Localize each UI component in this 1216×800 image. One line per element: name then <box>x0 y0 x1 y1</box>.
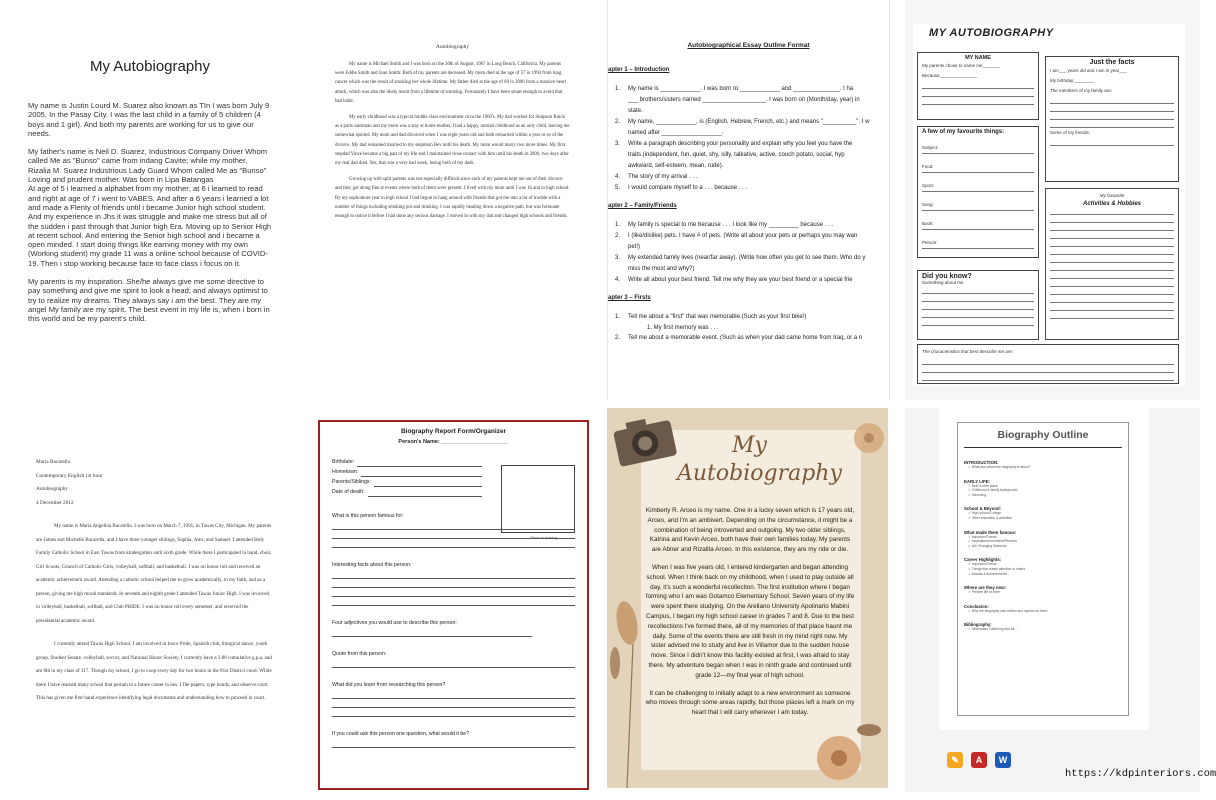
outline-heading: Where are they now: <box>964 585 1007 591</box>
assignment: Autobiography <box>36 486 69 492</box>
item-text: ___ brothers/sisters named ___________________. I was born on (Month/day, year) in <box>628 97 860 103</box>
outline-heading: Career Highlights: <box>964 557 1002 563</box>
subitem-text: Information Gathering and all.... <box>971 627 1018 632</box>
outline-item <box>615 264 889 274</box>
item-text: awkward, self-esteem, mean, rude). <box>628 163 724 169</box>
watermark: https://kdpinteriors.com <box>1065 768 1216 780</box>
item-text: My extended family lives (near/far away). (Write how often you get to see them. Who do y <box>628 255 866 261</box>
item-text: I would compare myself to a . . . because . . . <box>628 185 748 191</box>
box-title: The characteristics that best describe me are: <box>922 349 1014 354</box>
favourite-line: Sport: <box>922 181 1034 192</box>
check-icon: ✓ <box>968 483 972 488</box>
subitem-text: Schooling <box>971 492 987 497</box>
check-icon: ✓ <box>968 492 972 497</box>
box-title: Activities & Hobbies <box>1082 201 1141 207</box>
outline-subitem <box>964 572 1122 577</box>
outline-item <box>615 150 889 160</box>
paragraph: My father's name is Neil D. Suarez, Industrious Company Driver Whom called Me as "Bunso" came from indang Cavite; while my mother, Rizalia M. Suarez Industrious Lady Guard Whom called Me as "Bunso" Loving and prudent mother. Was born in Lipa Batangas At age of 5 i learned a alphabet from my mother; at 6 i learned to read and right at age of 7 i went to VABES. And after a 6 years i learned a lot and made a Flenty of friends until i became Junior high school student. And my experience in Jhs it was struggle and make me stress but all of the sudden i past through that Junior high Era. Moving up to Senior High at recent school. And entering the Senior high school and i became a open minded. I start doing things like earning money with my own (Working student) my grade 11 was a online school because of COVID-19. Then i stop working because face to face class i focus on it. <box>28 147 272 268</box>
outline-item <box>615 275 889 285</box>
outline-item <box>615 84 889 94</box>
box-line: The members of my family are: <box>1050 88 1113 93</box>
answer-line[interactable] <box>332 739 575 748</box>
paragraph: My name is Justin Lourd M. Suarez also known as TIn I was born July 9 2005, In the Pasay City. I was the last child in a family of 5 children (4 boys and 1 girl). And both my parents are working for us to give our needs. <box>28 101 270 138</box>
worksheet <box>913 24 1185 386</box>
question-label: Quote from this person: <box>332 651 387 657</box>
box-line: Because_______________ <box>922 73 978 78</box>
check-icon: ✓ <box>968 571 972 576</box>
box-title: My favourite <box>1099 193 1125 198</box>
outline-item <box>615 312 889 322</box>
check-icon: ✓ <box>968 562 972 567</box>
item-number: 2. <box>615 233 621 239</box>
item-text: miss the most and why?) <box>628 266 695 272</box>
course: Contemporary English 1st hour <box>36 472 103 479</box>
paragraph: I currently attend Tawas High School. I am involved in Iosco Pride, Spanish club, liturgical dance, youth group, Student Senate, volleyball, soccer, and National Honor Society. I currently have a 3.88 cumulative g.p.a. and am 8th in my class of 117. Though my school, I go to coop every day for two hours in the 81st District court. While there I have learned many school that pertain to a future career in law. I file papers, type bonds, and observe court. This has given me first-hand experience identifying legal documents and understanding how to proceed in court. <box>36 641 272 701</box>
outline-heading: What made them famous: <box>964 529 1017 535</box>
outline-item <box>615 95 889 105</box>
outline-subitem <box>964 493 1122 498</box>
paragraph: Growing up with split parents was not especially difficult since each of my parents kept me out of their divorce and they got along fine at events where both of them were present. I lived with my mom until I was 16 and in high school. By my sophomore year in high school I had begun to hang around with friends that got me into a lot of trouble with a number of things including smoking pot and drinking. I was rapidly heading down a negative path, but was fortunate enough to notice it before I had done any serious damage. I moved in with my dad and changed high schools and friends. <box>335 177 570 220</box>
chapter-heading: apter 2 – Family/Friends <box>608 203 677 209</box>
paragraph: My parents is my inspiration. She/he always give me some directive to pay something and give me spirit to look a head; and always optimist to try to realize my dreams. They always say i am the best. They are my angel My family are my spirit. The best event in my life is, when i born in this world and be my parent's child. <box>28 277 270 324</box>
item-text: Tell me about a memorable event. (Such as when your dad came home from Iraq, or a n <box>628 335 863 341</box>
outline-subitem <box>964 590 1122 595</box>
box-line: My birthday:________ <box>1050 78 1095 83</box>
question-label: Four adjectives you would use to describe this person: <box>332 620 457 626</box>
outline-item <box>615 139 889 149</box>
chapter-2-list <box>608 220 889 285</box>
answer-line[interactable] <box>332 570 575 579</box>
check-icon: ✓ <box>968 566 972 571</box>
autobiography-maria-thumbnail[interactable] <box>0 408 300 800</box>
outline-heading: School & Beyond: <box>964 506 1002 512</box>
body-text <box>645 506 855 726</box>
check-icon: ✓ <box>968 488 972 493</box>
facts-box <box>1045 56 1179 182</box>
item-text: Tell me about a "first" that was memorable.(Such as your first bike!) <box>628 314 807 320</box>
word-icon[interactable]: W <box>995 752 1011 768</box>
sub-item: 1. My first memory was . . . <box>647 325 719 331</box>
item-text: Write a paragraph describing your personality and explain why you feel you have the <box>628 141 853 147</box>
title-line: My <box>732 433 767 458</box>
tile-title: Biography Outline <box>997 429 1089 441</box>
subitem-text: High school/College <box>971 511 1002 516</box>
item-text: Write all about your best friend. Tell me why they are your best friend or a special frie <box>628 277 853 283</box>
outline-item <box>615 106 889 116</box>
favourites-box <box>917 126 1039 258</box>
box-line: My parents chose to name me_______ <box>922 63 1001 68</box>
outline-heading: INTRODUCTION: <box>964 460 999 465</box>
tile-title: My Autobiography <box>89 58 211 75</box>
pdf-icon[interactable]: A <box>971 752 987 768</box>
outline-item <box>615 161 889 171</box>
outline-subitem <box>964 609 1122 614</box>
question-block <box>332 680 575 717</box>
chapter-heading: apter 3 – Firsts <box>608 295 651 301</box>
preview-card <box>939 408 1149 730</box>
field-label: Birthdate: <box>332 459 355 465</box>
chapter-3-list-cont <box>608 333 889 343</box>
check-icon: ✓ <box>968 534 972 539</box>
subitem-text: Important Events <box>971 534 997 539</box>
author-name: Maria Bacarella <box>36 459 70 465</box>
outline-item <box>615 183 889 193</box>
outline-subitem <box>964 627 1122 632</box>
subitem-text: Inspirational moments/Persons <box>971 539 1017 544</box>
outline-item <box>615 242 889 252</box>
box-title: Just the facts <box>1089 59 1135 66</box>
question-block <box>332 649 575 668</box>
subitem-text: Things that drawn attention of others <box>971 566 1026 571</box>
item-text: The story of my arrival . . . <box>628 174 698 180</box>
biography-report-form-thumbnail[interactable] <box>310 408 600 800</box>
tile-title: Autobiography <box>435 44 470 50</box>
outline-item <box>615 117 889 127</box>
outline-item <box>615 220 889 230</box>
subitem-text: Life Changing Moments <box>971 543 1007 548</box>
check-icon: ✓ <box>968 515 972 520</box>
format-icons <box>947 752 1011 768</box>
outline-heading: Bibliography: <box>964 622 992 628</box>
item-number: 1. <box>615 86 621 92</box>
subitem-text: What and whom the biography is about? <box>971 465 1031 469</box>
item-number: 3. <box>615 255 621 261</box>
check-icon: ✓ <box>968 543 972 548</box>
form-frame <box>318 420 589 790</box>
form-title: Biography Report Form/Organizer <box>400 428 507 435</box>
answer-line[interactable] <box>332 659 575 668</box>
title-line: Autobiography <box>677 461 842 486</box>
field-label: Date of death: <box>332 489 365 495</box>
outline-heading: Conclusion: <box>964 603 989 609</box>
date: 4 December 2012 <box>36 499 74 506</box>
box-title: Did you know? <box>922 273 972 280</box>
paragraph: My name is Michael Smith and I was born on the 30th of August, 1967 in Long Beach, California. My parents were Eddie Smith and Joan Smith. Both of my parents are deceased. My mom died at the age of 57 in 1994 from lung cancer which was the result of smoking her whole lifetime. My father died at the age of 69 in 2006 from a massive heart attack, which was also the likely result from a lifetime of smoking. Fortunately I have been smart enough to avoid that bad habit. <box>335 62 566 104</box>
autobiography-justin-thumbnail[interactable] <box>0 0 300 400</box>
box-title: MY NAME <box>965 55 991 61</box>
question-label: What is this person famous for: <box>332 513 404 519</box>
item-text: My name is ____________. I was born to ____________ and ______________. I ha <box>628 86 854 92</box>
item-number: 1. <box>615 222 621 228</box>
question-label: If you could ask this person one question, what would it be? <box>332 731 469 737</box>
check-icon: ✓ <box>968 590 972 595</box>
paragraph: It can be challenging to initially adapt to a new environment as someone who moves through some areas rapidly, but those places left a mark on my heart that I will carry wherever I am today. <box>645 689 855 717</box>
outline-item <box>615 333 889 343</box>
question-label: What did you learn from researching this person? <box>332 682 446 688</box>
field-label: Parents/Siblings: <box>332 479 371 485</box>
name-box <box>917 52 1039 120</box>
subitem-text: Other education & activities <box>971 515 1012 520</box>
paragraph: My early childhood was a typical middle class environment circa the 1960's. My dad worked for Simpson Buick as a parts salesman and my mom was a stay at home mother. I had a happy, normal childhood as an only child, leaving me somewhat spoiled. My mom and dad divorced when I was eight years old and both remarried within a year or so of the divorce. My dad remained married to my stepmom Bev until his death. My mom would marry two more times. My first stepdad Vince became a big part of my life and I maintained close contact with him until his death in 2006, two days after my real dad died. Yes, that was a very bad week, losing both of my dads. <box>335 115 570 167</box>
pages-icon[interactable]: ✎ <box>947 752 963 768</box>
field-line[interactable] <box>357 459 482 467</box>
did-you-know-box <box>917 270 1039 340</box>
outline-subitem <box>964 544 1122 549</box>
box-title: A few of my favourite things: <box>922 129 1005 135</box>
hobbies-box <box>1045 188 1179 340</box>
field-line[interactable] <box>374 479 482 487</box>
item-text: My name, ____________, is (English, Hebrew, French, etc.) and means "__________". I w <box>628 119 870 125</box>
item-text: state. <box>628 108 643 114</box>
subitem-text: Why the biography was written and opinion on them <box>971 608 1048 613</box>
item-number: 4. <box>615 277 621 283</box>
question-block <box>332 618 575 637</box>
answer-line[interactable] <box>332 539 575 548</box>
check-icon: ✓ <box>968 608 972 613</box>
subitem-text: Awards & Achievements <box>971 571 1007 576</box>
outline-heading: EARLY LIFE: <box>964 478 991 484</box>
essay-outline-thumbnail[interactable] <box>607 0 890 400</box>
tile-title <box>677 432 842 488</box>
question-label: Interesting facts about this person: <box>332 562 412 568</box>
outline-item <box>615 172 889 182</box>
answer-line[interactable] <box>332 588 575 597</box>
answer-line[interactable] <box>332 708 575 717</box>
field-line[interactable] <box>361 469 482 477</box>
biography-outline-thumbnail[interactable] <box>905 408 1216 792</box>
my-autobiography-worksheet-thumbnail[interactable] <box>905 0 1200 400</box>
chapter-3-list <box>608 312 889 322</box>
check-icon: ✓ <box>968 539 972 544</box>
box-line: Some of my friends: <box>1050 130 1091 135</box>
paragraph: My name is Maria Angelina Bacarella. I was born on March 7, 1995, in Tawas City, Michigan. My parents are James and Michelle Bacarella, and I have three younger siblings, Sophia, Alex, and Samuel. I attended Holy Family Catholic School in East Tawas from kindergarten until sixth grade. While there I participated in band, choir, Girl Scouts, Council of Catholic Girls, volleyball, softball, and basketball. I was on honor roll and received an academic achievement award. Attending a catholic school helped me to grow academically, in my faith, and as a person, giving me high moral standards. In seventh and eighth grade I attended Tawas Junior High. I was involved in volleyball, basketball, softball, and Club PRIDE. I was on honor roll every semester, and received the presidential academic award. <box>36 523 272 624</box>
outline-subitem <box>964 516 1122 521</box>
item-text: named after __________________. <box>628 130 724 136</box>
check-icon: ✓ <box>968 627 972 632</box>
item-number: 1. <box>615 314 621 320</box>
item-text: My family is special to me because . . . I look like my _________ because . . . <box>628 222 834 228</box>
favourite-line: Person: <box>922 238 1034 249</box>
favourite-line: Food: <box>922 162 1034 173</box>
kimberly-autobiography-thumbnail[interactable] <box>607 408 888 788</box>
subitem-text: Birth & birth place <box>971 483 998 488</box>
flower-icon <box>854 423 884 453</box>
outline-item <box>615 253 889 263</box>
favourite-line: Subject: <box>922 143 1034 154</box>
chapter-1-list <box>608 84 889 193</box>
box-line: Something about me <box>922 280 964 285</box>
question-block <box>332 560 575 606</box>
item-number: 4. <box>615 174 621 180</box>
answer-line[interactable] <box>332 690 575 699</box>
item-number: 3. <box>615 141 621 147</box>
answer-line[interactable] <box>332 628 532 637</box>
paragraph: When I was five years old, I entered kindergarten and began attending school. When I think back on my childhood, when I used to play outside all day, it's such a wonderful recollection. The first institution where I began forming who I am was Gotamco Elementary School. Seven years of my life were spent there studying. On the Arellano University Apolinario Mabini Campus, I began my high school career in grades 7 and 8. Due to the best recollections I've formed there, all of my memories of that place haunt me daily. Some of the events there are still fresh in my mind right now. My sister advised me to study and live in Villamor due to the sudden house move. Since I didn't know this facility existed at first, I was afraid to stay there. My adventure began when I was in ninth grade and continued until grade 12—my final year of high school. <box>645 563 855 679</box>
characteristics-box <box>917 344 1179 384</box>
outline-item <box>615 128 889 138</box>
answer-line[interactable] <box>332 579 575 588</box>
outline-item <box>615 231 889 241</box>
item-text: I (like/dislike) pets. I have # of pets. (Write all about your pets or perhaps you may wan <box>628 233 858 239</box>
check-icon: ✓ <box>968 511 972 516</box>
persons-name-field: Person's Name: ______________________ <box>398 439 509 445</box>
item-number: 5. <box>615 185 621 191</box>
item-text: traits.(independent, fun, quiet, shy, silly, talkative, active, couch potato, social, hyp <box>628 152 845 158</box>
autobiography-michael-thumbnail[interactable] <box>303 0 600 400</box>
chapter-heading: apter 1 – Introduction <box>608 67 670 73</box>
item-number: 2. <box>615 335 621 341</box>
favourite-line: Book: <box>922 219 1034 230</box>
tile-title: Autobiographical Essay Outline Format <box>687 42 810 49</box>
item-number: 2. <box>615 119 621 125</box>
photo-box <box>501 465 575 533</box>
subitem-text: Present life of them <box>971 590 1001 595</box>
subitem-text: Childhood & family background <box>971 488 1018 493</box>
answer-line[interactable] <box>332 699 575 708</box>
outline-sheet <box>957 422 1129 716</box>
check-icon: ✓ <box>968 465 972 469</box>
subitem-text: Important Events <box>971 562 997 567</box>
field-label: Hometown: <box>332 469 359 475</box>
worksheet-title: MY AUTOBIOGRAPHY <box>929 27 1054 39</box>
answer-line[interactable] <box>332 597 575 606</box>
photo-caption: Photo or drawing <box>530 536 557 540</box>
item-text: pet!) <box>628 244 641 250</box>
field-line[interactable] <box>368 489 482 497</box>
question-block <box>332 729 575 748</box>
outline-subitem <box>964 465 1122 470</box>
favourite-line: Song: <box>922 200 1034 211</box>
paragraph: Kimberly R. Arceo is my name. One in a lucky seven which is 17 years old, Arceo, and I'm an ambivert. Depending on the circumstance, it might be a combination of being introverted and outgoing. My two older siblings, Katrina and Kevin Arceo, both have their own families today. My parents are Abner and Rizalita Arceo. In this existence, they are my ride or die. <box>645 507 855 554</box>
box-line: I am___ years old and I am in year___ <box>1050 68 1127 73</box>
